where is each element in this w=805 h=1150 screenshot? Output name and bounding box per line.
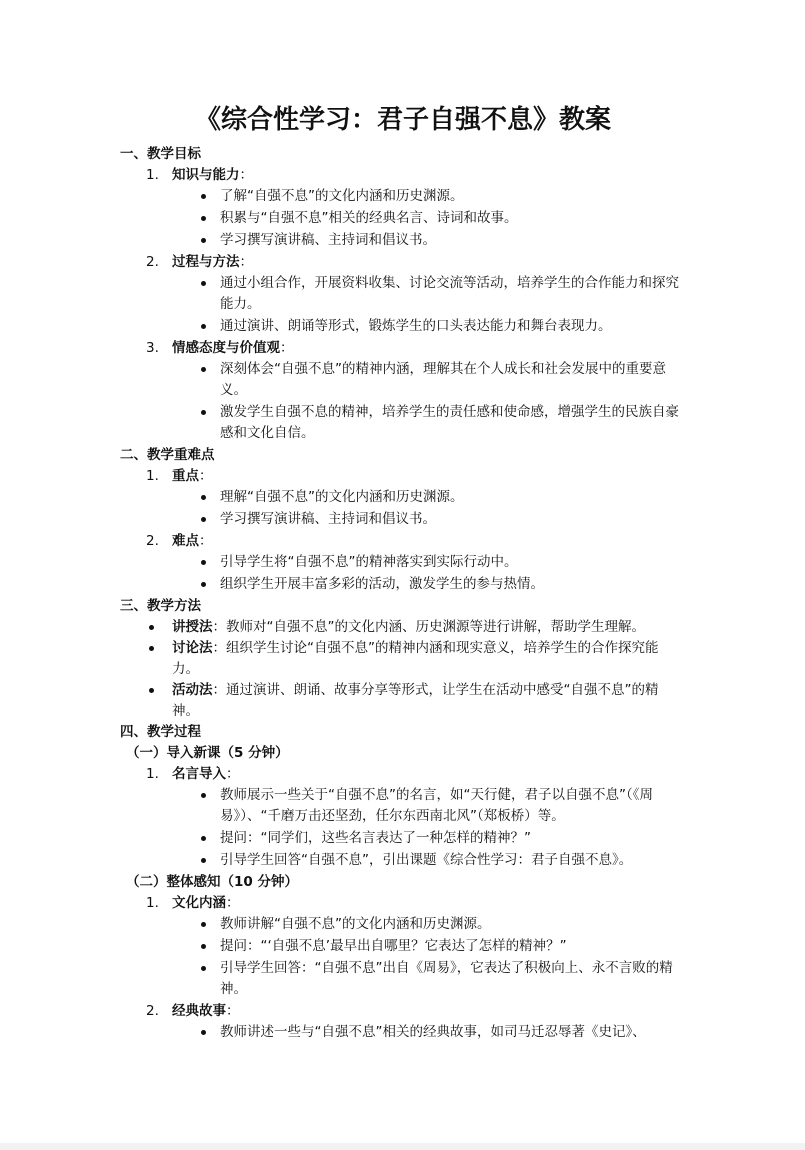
bullet-item: 教师讲解“自强不息”的文化内涵和历史渊源。 [120,914,685,935]
method-label: 讲授法 [172,619,213,635]
list-item [120,466,685,487]
list-item [120,893,685,914]
method-item [120,617,685,638]
bullet-item: 学习撰写演讲稿、主持词和倡议书。 [120,509,685,530]
list-number: 3. [146,340,159,356]
bullet-item: 通过小组合作，开展资料收集、讨论交流等活动，培养学生的合作能力和探究能力。 [120,273,685,315]
bullet-item: 深刻体会“自强不息”的精神内涵，理解其在个人成长和社会发展中的重要意义。 [120,359,685,401]
item-colon: ： [239,167,253,183]
item-colon: ： [226,1003,240,1019]
item-colon: ： [226,766,240,782]
list-number: 1. [146,468,159,484]
item-label: 名言导入 [172,766,226,782]
section-heading-methods: 三、教学方法 [120,598,201,614]
method-label: 讨论法 [172,640,213,656]
bullet-item: 通过演讲、朗诵等形式，锻炼学生的口头表达能力和舞台表现力。 [120,316,685,337]
bullet-item: 引导学生回答“自强不息”，引出课题《综合性学习：君子自强不息》。 [120,850,685,871]
subsection-heading-overview: （二）整体感知（10 分钟） [126,874,298,890]
bullet-item: 教师展示一些关于“自强不息”的名言，如“天行健，君子以自强不息”（《周易》）、“千磨万击还坚劲，任尔东西南北风”（郑板桥）等。 [120,785,685,827]
list-item [120,252,685,273]
method-label: 活动法 [172,682,213,698]
list-number: 1. [146,895,159,911]
bullet-item: 了解“自强不息”的文化内涵和历史渊源。 [120,186,685,207]
bullet-item: 积累与“自强不息”相关的经典名言、诗词和故事。 [120,208,685,229]
bullet-item: 激发学生自强不息的精神，培养学生的责任感和使命感，增强学生的民族自豪感和文化自信。 [120,402,685,444]
method-text: ：通过演讲、朗诵、故事分享等形式，让学生在活动中感受“自强不息”的精神。 [172,682,659,719]
item-label: 文化内涵 [172,895,226,911]
list-item [120,764,685,785]
list-item [120,1001,685,1022]
list-number: 1. [146,167,159,183]
list-number: 1. [146,766,159,782]
document-body [120,100,685,1044]
subsection-heading-intro: （一）导入新课（5 分钟） [126,745,289,761]
document-title: 《综合性学习：君子自强不息》教案 [194,105,611,135]
list-number: 2. [146,254,159,270]
item-colon: ： [239,254,253,270]
section-heading-objectives: 一、教学目标 [120,146,201,162]
item-colon: ： [199,468,213,484]
item-label: 难点 [172,533,199,549]
method-text: ：教师对“自强不息”的文化内涵、历史渊源等进行讲解，帮助学生理解。 [212,619,645,635]
list-number: 2. [146,533,159,549]
bullet-item: 引导学生将“自强不息”的精神落实到实际行动中。 [120,552,685,573]
list-item [120,531,685,552]
bullet-item: 教师讲述一些与“自强不息”相关的经典故事，如司马迁忍辱著《史记》、 [120,1022,685,1043]
list-item [120,338,685,359]
method-text: ：组织学生讨论“自强不息”的精神内涵和现实意义，培养学生的合作探究能力。 [172,640,659,677]
bullet-item: 提问：“同学们，这些名言表达了一种怎样的精神？” [120,828,685,849]
section-heading-process: 四、教学过程 [120,724,201,740]
list-item [120,165,685,186]
method-item [120,638,685,680]
item-colon: ： [280,340,294,356]
item-label: 经典故事 [172,1003,226,1019]
bullet-item: 组织学生开展丰富多彩的活动，激发学生的参与热情。 [120,574,685,595]
section-heading-key-points: 二、教学重难点 [120,447,215,463]
item-label: 知识与能力 [172,167,240,183]
item-label: 过程与方法 [172,254,240,270]
method-item [120,680,685,722]
item-colon: ： [226,895,240,911]
item-label: 情感态度与价值观 [172,340,280,356]
list-number: 2. [146,1003,159,1019]
bullet-item: 引导学生回答：“自强不息”出自《周易》，它表达了积极向上、永不言败的精神。 [120,958,685,1000]
bullet-item: 理解“自强不息”的文化内涵和历史渊源。 [120,487,685,508]
item-label: 重点 [172,468,199,484]
bullet-item: 学习撰写演讲稿、主持词和倡议书。 [120,230,685,251]
item-colon: ： [199,533,213,549]
bullet-item: 提问：“‘自强不息’最早出自哪里？它表达了怎样的精神？” [120,936,685,957]
